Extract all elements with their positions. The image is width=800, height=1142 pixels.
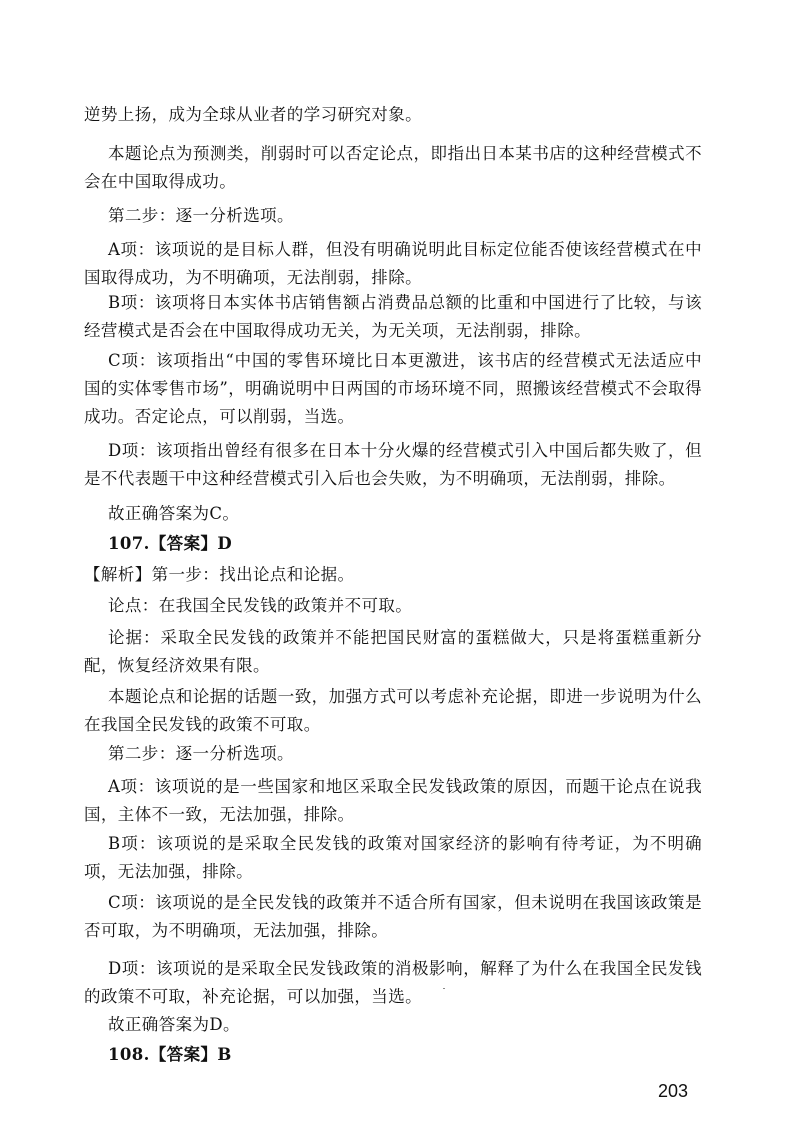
heading-question-107: 107.【答案】D bbox=[108, 534, 233, 553]
paragraph-step-two: 第二步：逐一分析选项。 bbox=[108, 206, 294, 225]
paragraph-step-two-b: 第二步：逐一分析选项。 bbox=[108, 744, 294, 763]
heading-question-108: 108.【答案】B bbox=[108, 1045, 232, 1064]
paragraph-107-option-a: A项：该项说的是一些国家和地区采取全民发钱政策的原因，而题干论点在说我国，主体不一致，无法加强，排除。 bbox=[84, 777, 702, 824]
paragraph-answer-d: 故正确答案为D。 bbox=[108, 1015, 240, 1034]
paragraph-evidence: 论据：采取全民发钱的政策并不能把国民财富的蛋糕做大，只是将蛋糕重新分配，恢复经济效果有限。 bbox=[84, 628, 702, 675]
paragraph-option-a: A项：该项说的是目标人群，但没有明确说明此目标定位能否使该经营模式在中国取得成功，为不明确项，无法削弱，排除。 bbox=[84, 240, 702, 287]
paragraph-option-d: D项：该项指出曾经有很多在日本十分火爆的经营模式引入中国后都失败了，但是不代表题干中这种经营模式引入后也会失败，为不明确项，无法削弱，排除。 bbox=[84, 441, 702, 488]
page-number: 203 bbox=[658, 1081, 689, 1101]
paragraph-answer-c: 故正确答案为C。 bbox=[108, 504, 240, 523]
paragraph-argument-type: 本题论点为预测类，削弱时可以否定论点，即指出日本某书店的这种经营模式不会在中国取得成功。 bbox=[84, 144, 702, 191]
paragraph-analysis-step-one: 【解析】第一步：找出论点和论据。 bbox=[84, 565, 355, 584]
paragraph-107-option-d: D项：该项说的是采取全民发钱政策的消极影响，解释了为什么在我国全民发钱的政策不可取，补充论据，可以加强，当选。 bbox=[84, 959, 702, 1006]
paragraph-107-option-b: B项：该项说的是采取全民发钱的政策对国家经济的影响有待考证，为不明确项，无法加强，排除。 bbox=[84, 834, 702, 881]
paragraph-intro-continuation: 逆势上扬，成为全球从业者的学习研究对象。 bbox=[84, 105, 422, 124]
paragraph-thesis: 论点：在我国全民发钱的政策并不可取。 bbox=[108, 596, 413, 615]
paragraph-strengthen-method: 本题论点和论据的话题一致，加强方式可以考虑补充论据，即进一步说明为什么在我国全民发钱的政策不可取。 bbox=[84, 687, 702, 734]
scan-speck bbox=[443, 988, 445, 989]
paragraph-option-c: C项：该项指出“中国的零售环境比日本更激进，该书店的经营模式无法适应中国的实体零售市场”，明确说明中日两国的市场环境不同，照搬该经营模式不会取得成功。否定论点，可以削弱，当选。 bbox=[84, 351, 702, 426]
paragraph-option-b: B项：该项将日本实体书店销售额占消费品总额的比重和中国进行了比较，与该经营模式是否会在中国取得成功无关，为无关项，无法削弱，排除。 bbox=[84, 293, 702, 340]
paragraph-107-option-c: C项：该项说的是全民发钱的政策并不适合所有国家，但未说明在我国该政策是否可取，为不明确项，无法加强，排除。 bbox=[84, 893, 702, 940]
